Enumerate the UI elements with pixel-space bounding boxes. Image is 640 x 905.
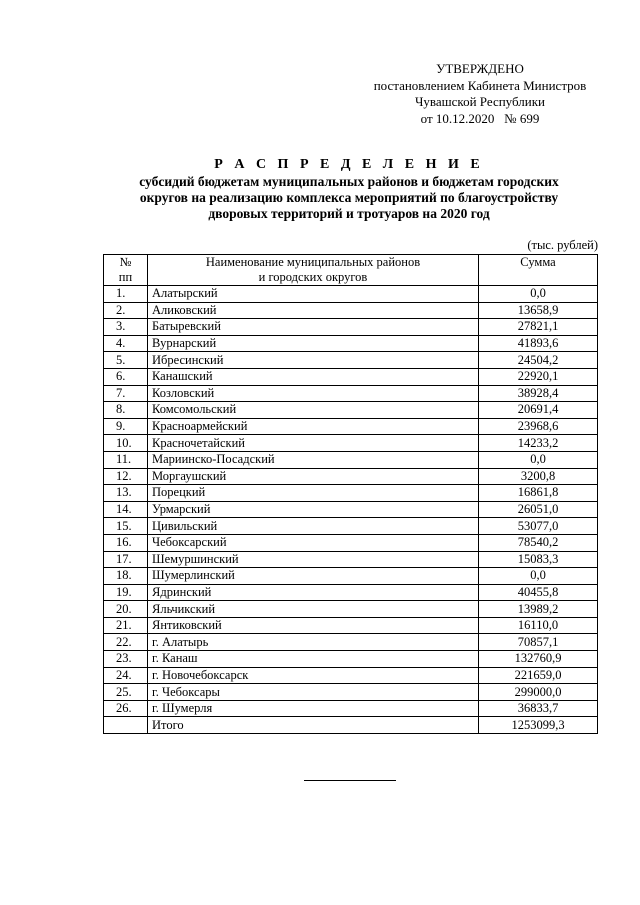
- row-name: Урмарский: [148, 501, 479, 518]
- row-number: 13.: [104, 485, 148, 502]
- row-name: Вурнарский: [148, 335, 479, 352]
- row-sum: 16110,0: [479, 617, 598, 634]
- header-sum: Сумма: [479, 255, 598, 286]
- row-number: 8.: [104, 402, 148, 419]
- row-sum: 78540,2: [479, 534, 598, 551]
- document-subtitle-line-3: дворовых территорий и тротуаров на 2020 год: [208, 206, 490, 221]
- table-row: [104, 518, 598, 535]
- row-sum: 26051,0: [479, 501, 598, 518]
- row-sum: 70857,1: [479, 634, 598, 651]
- unit-label: (тыс. рублей): [527, 238, 598, 252]
- header-number-line-2: пп: [118, 270, 133, 284]
- distribution-table: [103, 254, 598, 734]
- row-sum: 0,0: [479, 451, 598, 468]
- table-row: [104, 435, 598, 452]
- row-name: г. Шумерля: [148, 700, 479, 717]
- header-name-line-1: Наименование муниципальных районов: [205, 255, 421, 269]
- table-total-row: [104, 717, 598, 734]
- table-row: [104, 468, 598, 485]
- row-sum: 299000,0: [479, 684, 598, 701]
- table-row: [104, 551, 598, 568]
- approval-republic: Чувашской Республики: [414, 94, 546, 109]
- row-number: 21.: [104, 617, 148, 634]
- bottom-divider: [304, 780, 396, 781]
- row-name: Алатырский: [148, 286, 479, 303]
- row-number: 4.: [104, 335, 148, 352]
- row-name: Мариинско-Посадский: [148, 451, 479, 468]
- row-name: Шемуршинский: [148, 551, 479, 568]
- row-sum: 22920,1: [479, 368, 598, 385]
- row-sum: 20691,4: [479, 402, 598, 419]
- row-name: Красночетайский: [148, 435, 479, 452]
- table-row: [104, 319, 598, 336]
- row-sum: 221659,0: [479, 667, 598, 684]
- row-number: 12.: [104, 468, 148, 485]
- row-sum: 41893,6: [479, 335, 598, 352]
- row-name: Комсомольский: [148, 402, 479, 419]
- row-name: Чебоксарский: [148, 534, 479, 551]
- row-sum: 36833,7: [479, 700, 598, 717]
- header-number: [104, 255, 148, 286]
- table-row: [104, 700, 598, 717]
- table-row: [104, 534, 598, 551]
- row-name: Ибресинский: [148, 352, 479, 369]
- table-row: [104, 451, 598, 468]
- row-sum: 15083,3: [479, 551, 598, 568]
- row-sum: 13989,2: [479, 601, 598, 618]
- header-name-line-2: и городских округов: [258, 270, 368, 284]
- row-number: [104, 717, 148, 734]
- row-number: 16.: [104, 534, 148, 551]
- row-sum: 14233,2: [479, 435, 598, 452]
- row-number: 20.: [104, 601, 148, 618]
- table-row: [104, 385, 598, 402]
- row-number: 23.: [104, 651, 148, 668]
- row-name: Яльчикский: [148, 601, 479, 618]
- table-row: [104, 485, 598, 502]
- row-sum: 1253099,3: [479, 717, 598, 734]
- row-sum: 40455,8: [479, 584, 598, 601]
- row-number: 2.: [104, 302, 148, 319]
- row-name: Янтиковский: [148, 617, 479, 634]
- row-name: Канашский: [148, 368, 479, 385]
- row-sum: 38928,4: [479, 385, 598, 402]
- row-name: Ядринский: [148, 584, 479, 601]
- approval-block: [360, 61, 600, 127]
- row-number: 19.: [104, 584, 148, 601]
- row-number: 26.: [104, 700, 148, 717]
- approval-resolution: постановлением Кабинета Министров: [373, 77, 587, 93]
- row-number: 25.: [104, 684, 148, 701]
- row-number: 9.: [104, 418, 148, 435]
- table-row: [104, 584, 598, 601]
- row-number: 24.: [104, 667, 148, 684]
- table-row: [104, 352, 598, 369]
- row-sum: 132760,9: [479, 651, 598, 668]
- table-row: [104, 418, 598, 435]
- row-sum: 23968,6: [479, 418, 598, 435]
- table-row: [104, 501, 598, 518]
- row-number: 15.: [104, 518, 148, 535]
- row-name: Козловский: [148, 385, 479, 402]
- row-number: 14.: [104, 501, 148, 518]
- document-title: Р А С П Р Е Д Е Л Е Н И Е: [214, 157, 484, 172]
- row-name: Красноармейский: [148, 418, 479, 435]
- row-name: г. Новочебоксарск: [148, 667, 479, 684]
- row-name: Аликовский: [148, 302, 479, 319]
- header-name: [148, 255, 479, 286]
- row-sum: 0,0: [479, 568, 598, 585]
- row-name: г. Алатырь: [148, 634, 479, 651]
- document-subtitle-line-1: субсидий бюджетам муниципальных районов и бюджетам городских: [139, 174, 559, 189]
- table-row: [104, 402, 598, 419]
- row-name: Моргаушский: [148, 468, 479, 485]
- row-number: 10.: [104, 435, 148, 452]
- row-number: 7.: [104, 385, 148, 402]
- header-number-line-1: №: [119, 255, 132, 269]
- row-sum: 24504,2: [479, 352, 598, 369]
- row-sum: 27821,1: [479, 319, 598, 336]
- table-row: [104, 568, 598, 585]
- row-name: Итого: [148, 717, 479, 734]
- table-row: [104, 302, 598, 319]
- row-sum: 16861,8: [479, 485, 598, 502]
- row-number: 5.: [104, 352, 148, 369]
- table-row: [104, 601, 598, 618]
- table-header-row: [104, 255, 598, 286]
- table-row: [104, 286, 598, 303]
- row-number: 17.: [104, 551, 148, 568]
- row-name: Шумерлинский: [148, 568, 479, 585]
- table-row: [104, 684, 598, 701]
- row-sum: 0,0: [479, 286, 598, 303]
- row-number: 18.: [104, 568, 148, 585]
- table-row: [104, 368, 598, 385]
- row-name: Батыревский: [148, 319, 479, 336]
- table-row: [104, 667, 598, 684]
- row-name: Порецкий: [148, 485, 479, 502]
- table-row: [104, 651, 598, 668]
- row-sum: 13658,9: [479, 302, 598, 319]
- row-sum: 53077,0: [479, 518, 598, 535]
- row-name: г. Канаш: [148, 651, 479, 668]
- row-number: 11.: [104, 451, 148, 468]
- row-name: Цивильский: [148, 518, 479, 535]
- table-row: [104, 617, 598, 634]
- row-sum: 3200,8: [479, 468, 598, 485]
- document-heading: [100, 157, 598, 222]
- row-name: г. Чебоксары: [148, 684, 479, 701]
- row-number: 22.: [104, 634, 148, 651]
- row-number: 1.: [104, 286, 148, 303]
- approval-date: от 10.12.2020 № 699: [420, 110, 540, 126]
- document-subtitle-line-2: округов на реализацию комплекса мероприятий по благоустройству: [139, 190, 559, 205]
- row-number: 3.: [104, 319, 148, 336]
- table-row: [104, 335, 598, 352]
- approval-title: УТВЕРЖДЕНО: [436, 61, 524, 76]
- table-row: [104, 634, 598, 651]
- row-number: 6.: [104, 368, 148, 385]
- table-body: [104, 286, 598, 734]
